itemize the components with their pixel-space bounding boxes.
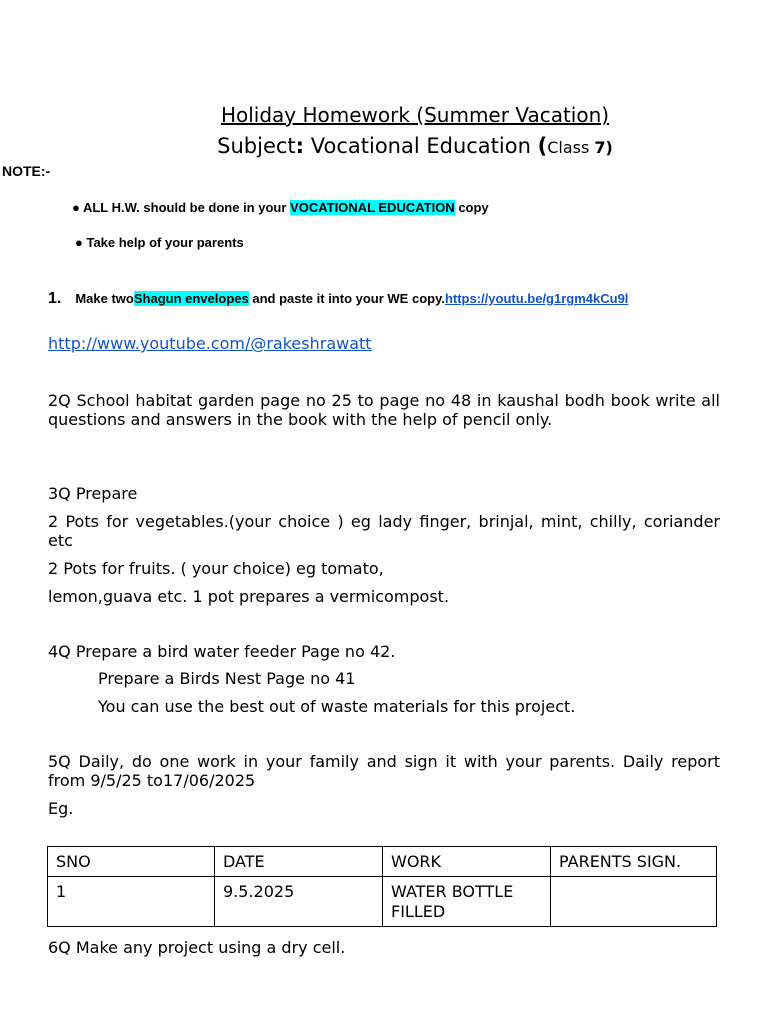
question-5-example-label: Eg. [48, 799, 74, 818]
page-title: Holiday Homework (Summer Vacation) [220, 103, 610, 127]
question-5: 5Q Daily, do one work in your family and sign it with your parents. Daily report from 9/5/25 to17/06/2025 [48, 752, 720, 790]
table-cell [551, 877, 717, 927]
table-header-row [48, 847, 717, 877]
note-bullet-1-suffix: copy [454, 200, 489, 215]
class-number: 7) [594, 138, 613, 157]
table-row [48, 877, 717, 927]
question-1-highlight: Shagun envelopes [133, 291, 249, 306]
subject-line [0, 134, 768, 158]
youtube-channel-link[interactable]: http://www.youtube.com/@rakeshrawatt [48, 334, 372, 353]
daily-report-table [47, 846, 717, 927]
question-4-line-1: Prepare a Birds Nest Page no 41 [98, 669, 356, 688]
question-1-number: 1. [48, 290, 62, 307]
question-1 [48, 290, 628, 308]
question-3-line-1: 2 Pots for vegetables.(your choice ) eg lady finger, brinjal, mint, chilly, coriander etc [48, 512, 720, 550]
table-header-cell: SNO [48, 847, 215, 877]
note-bullet-2: ● Take help of your parents [75, 235, 244, 250]
table-cell: 9.5.2025 [215, 877, 383, 927]
note-bullet-1-highlight: VOCATIONAL EDUCATION [290, 200, 455, 215]
table-cell: 1 [48, 877, 215, 927]
question-1-prefix: Make two [75, 291, 134, 306]
table-cell: WATER BOTTLE FILLED [383, 877, 551, 927]
subject-colon: : [295, 134, 305, 158]
table-header-cell: PARENTS SIGN. [551, 847, 717, 877]
subject-value: Vocational Education [310, 134, 531, 158]
note-heading: NOTE:- [2, 163, 51, 179]
question-2: 2Q School habitat garden page no 25 to page no 48 in kaushal bodh book write all questions and answers in the book with the help of pencil only. [48, 391, 720, 429]
question-4-heading: 4Q Prepare a bird water feeder Page no 42. [48, 642, 396, 661]
question-3-line-3: lemon,guava etc. 1 pot prepares a vermicompost. [48, 587, 450, 606]
question-1-suffix: and paste it into your WE copy. [248, 291, 445, 306]
note-bullet-1-prefix: ● ALL H.W. should be done in your [72, 200, 291, 215]
table-header-cell: DATE [215, 847, 383, 877]
question-1-video-link[interactable]: https://youtu.be/g1rgm4kCu9l [444, 291, 629, 306]
question-4-line-2: You can use the best out of waste materials for this project. [98, 697, 576, 716]
question-6: 6Q Make any project using a dry cell. [48, 938, 346, 957]
question-3-heading: 3Q Prepare [48, 484, 138, 503]
class-open-paren: ( [537, 134, 548, 158]
question-3-line-2: 2 Pots for fruits. ( your choice) eg tomato, [48, 559, 384, 578]
subject-label: Subject [217, 134, 296, 158]
class-label: Class [547, 138, 595, 157]
note-bullet-1 [72, 200, 489, 215]
table-header-cell: WORK [383, 847, 551, 877]
